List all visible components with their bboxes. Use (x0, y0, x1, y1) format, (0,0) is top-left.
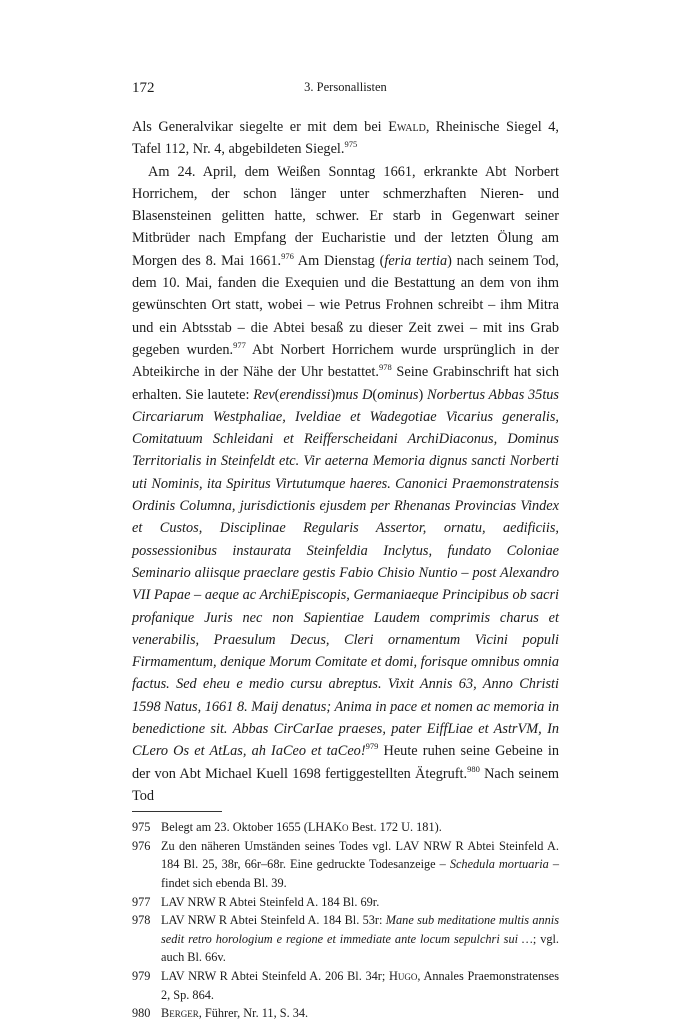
text-run: LAV NRW R Abtei Steinfeld A. 184 Bl. 53r: (161, 913, 386, 928)
footnote-number: 979 (132, 968, 151, 983)
italic-run: Schedula mortuaria (449, 857, 549, 872)
text-run: Abt Norbert Horrichem wurde ursprünglich in der Abteikirche in der Nähe der Uhr bestattet. (132, 341, 560, 381)
book-page (132, 80, 559, 1023)
text-run: Zu den näheren Umständen seines Todes vgl. LAV NRW R Abtei Steinfeld A. 184 Bl. 25, 38r, 66r–68r. Eine gedruckte Todesanzeige – (161, 838, 559, 872)
footnote-number: 978 (132, 913, 151, 928)
text-run: LAV NRW R Abtei Steinfeld A. 206 Bl. 34r; (161, 968, 389, 983)
footnote-text (161, 837, 559, 893)
small-caps-run: o (342, 820, 349, 835)
text-run: ) (330, 386, 336, 403)
footnote (132, 911, 559, 967)
footnote-ref: 978 (378, 362, 392, 373)
text-run: ( (274, 386, 280, 403)
text-run: Als Generalvikar siegelte er mit dem bei (132, 119, 389, 135)
paragraph-2 (132, 161, 559, 808)
page-number: 172 (132, 80, 155, 96)
footnotes (132, 818, 559, 1023)
footnote (132, 818, 559, 837)
footnote (132, 837, 559, 893)
footnote-number: 977 (132, 894, 151, 909)
small-caps-run: Berger (161, 1006, 199, 1021)
footnote-text (161, 1004, 559, 1023)
text-run: – findet sich ebenda Bl. 39. (161, 857, 559, 890)
text-run: , Rheinische Siegel 4, Tafel 112, Nr. 4, abgebildeten Siegel. (132, 119, 559, 158)
footnote-number: 976 (132, 838, 151, 853)
text-run: LAV NRW R Abtei Steinfeld A. 184 Bl. 69r. (161, 894, 380, 909)
footnote-ref: 979 (365, 741, 379, 752)
footnote-text (161, 818, 559, 837)
paragraph-1 (132, 116, 559, 161)
epitaph-inscription: Norbertus Abbas 35tus Circariarum Westphaliae, Iveldiae et Wadegotiae Vicarius generalis, Comitatuum Schleidani et Reifferscheidani ArchiDiaconus, Dominus Territorialis in Steinfeldt etc. Vir aeterna Memoria dignus sancti Norberti uti Nominis, ita Spiritus Virtutumque haeres. Canonici Praemonstratensis Ordinis Columna, jurisdictionis ejusdem per Rhenanas Provincias Vindex et Custos, Disciplinae Regularis Assertor, ornatu, aedificiis, possessionibus instaurata Steinfeldia Inclytus, fundato Coloniae Seminario aliisque praeclare gestis Fabio Chisio Nuntio – post Alexandro VII Papae – aeque ac ArchiEpiscopis, Germaniaeque Principibus ob sacri profanique Juris nec non Sapientiae Laudem comprimis charus et venerabilis, Praesulum Decus, Cleri ornamentum Vicini populi Firmamentum, denique Morum Comitate et domi, forisque omnibus omnia factus. Sed eheu e medio cursu abreptus. Vixit Annis 63, Anno Christi 1598 Natus, 1661 8. Maij denatus; Anima in pace et nomen ac memoria in benedictione sit. Abbas CirCarIae praeses, pater EiffLiae et AstrVM, In CLero Os et AtLas, ah IaCeo et taCeo! (132, 386, 560, 760)
italic-run: mus D (335, 386, 373, 403)
italic-run: erendissi (279, 386, 331, 403)
italic-run: Rev (253, 386, 275, 403)
text-run: Am 24. April, dem Weißen Sonntag 1661, erkrankte Abt Norbert Horrichem, der schon länger unter schmerzhaften Nieren- und Blasensteinen gelitten hatte, schwer. Er starb in Gegenwart seiner Mitbrüder nach Empfang der Eucharistie und der letzten Ölung am Morgen des 8. Mai 1661. (132, 163, 559, 269)
footnote-number: 975 (132, 820, 151, 835)
author-name: Ewald (388, 119, 426, 135)
italic-run: ominus (377, 386, 419, 403)
text-run: ) nach seinem Tod, dem 10. Mai, fanden die Exequien und die Bestattung an dem von ihm gewünschten Ort statt, wobei – wie Petrus Frohnen schreibt – ihm Mitra und ein Abtsstab – die Abtei besaß zu dieser Zeit zwei – mit ins Grab gegeben wurden. (132, 252, 560, 358)
footnote (132, 1004, 559, 1023)
footnote-ref: 975 (344, 139, 358, 150)
footnote-text (161, 911, 559, 967)
footnote-text (161, 967, 559, 1004)
footnote-ref: 977 (233, 340, 246, 351)
footnote-text (161, 893, 559, 912)
text-run: , Führer, Nr. 11, S. 34. (198, 1006, 309, 1021)
text-run: Best. 172 U. 181). (348, 820, 442, 835)
text-run: ; vgl. auch Bl. 66v. (161, 931, 559, 965)
text-run: Am Dienstag ( (293, 252, 385, 269)
footnote (132, 893, 559, 912)
italic-run: feria tertia (384, 252, 448, 269)
main-text (132, 116, 559, 807)
text-run: Belegt am 23. Oktober 1655 (LHAK (161, 820, 343, 835)
page-header (132, 80, 559, 102)
footnote-number: 980 (132, 1006, 151, 1021)
text-run: Nach seinem Tod (132, 765, 559, 804)
text-run: Seine Grabinschrift hat sich erhalten. Sie lautete: (132, 364, 560, 403)
footnote-separator (132, 811, 222, 812)
footnote (132, 967, 559, 1004)
text-run: ) (418, 386, 428, 403)
text-run: ( (372, 386, 378, 403)
text-run: Heute ruhen seine Gebeine in der von Abt Michael Kuell 1698 fertiggestellten Ätegruft. (132, 743, 560, 782)
italic-run: Mane sub meditatione multis annis sedit retro horologium e regione et immediate ante locum sepulchri sui … (161, 913, 559, 946)
running-title: 3. Personallisten (304, 80, 387, 94)
footnote-ref: 980 (467, 763, 480, 774)
small-caps-run: Hugo (389, 968, 418, 983)
text-run: , Annales Praemonstratenses 2, Sp. 864. (161, 968, 559, 1002)
footnote-ref: 976 (281, 251, 294, 262)
